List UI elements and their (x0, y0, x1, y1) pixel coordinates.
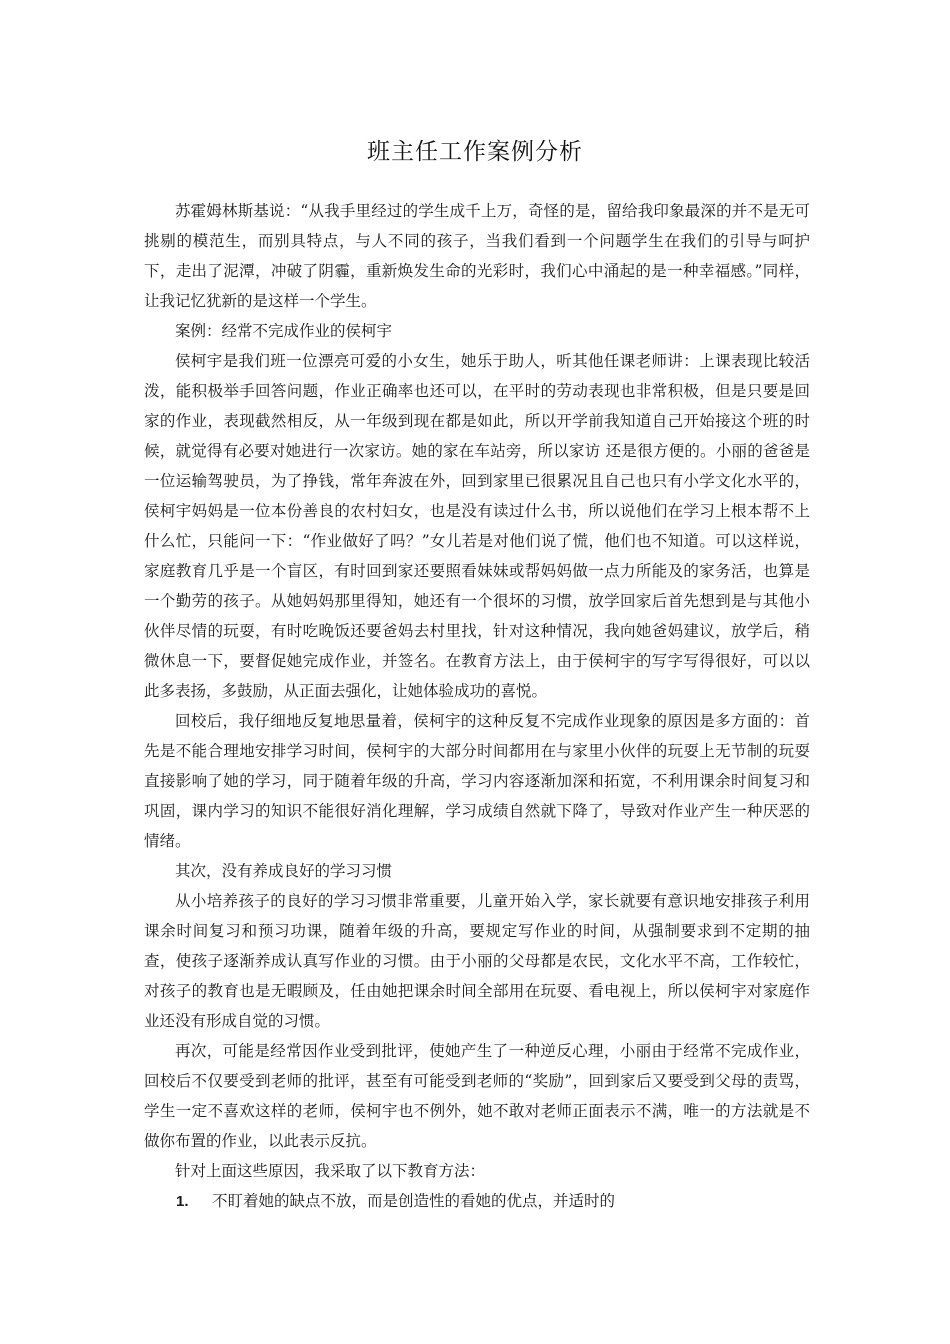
subheading-habits: 其次，没有养成良好的学习习惯 (175, 862, 393, 880)
list-item-text: 不盯着她的缺点不放，而是创造性的看她的优点，并适时的 (212, 1192, 616, 1210)
paragraph-quote: 苏霍姆林斯基说：“从我手里经过的学生成千上万，奇怪的是，留给我印象最深的并不是无可挑剔的模范生，而别具特点，与人不同的孩子，当我们看到一个问题学生在我们的引导与呵护下，走出了泥潭，冲破了阴霾，重新焕发生命的光彩时，我们心中涌起的是一种幸福感。”同样，让我记忆犹新的是这样一个学生。 (144, 202, 810, 310)
document-body (144, 196, 810, 1217)
list-item (144, 1186, 810, 1217)
document-title: 班主任工作案例分析 (367, 139, 583, 165)
paragraph-habits: 从小培养孩子的良好的学习习惯非常重要，儿童开始入学，家长就要有意识地安排孩子利用课余时间复习和预习功课，随着年级的升高，要规定写作业的时间，从强制要求到不定期的抽查，使孩子逐渐养成认真写作业的习惯。由于小丽的父母都是农民，文化水平不高，工作较忙，对孩子的教育也是无暇顾及，任由她把课余时间全部用在玩耍、看电视上，所以侯柯宇对家庭作业还没有形成自觉的习惯。 (144, 892, 810, 1030)
list-item-number: 1. (176, 1193, 189, 1210)
paragraph-reason-third: 再次，可能是经常因作业受到批评，使她产生了一种逆反心理，小丽由于经常不完成作业，回校后不仅要受到老师的批评，甚至有可能受到老师的“奖励”，回到家后又要受到父母的责骂，学生一定不喜欢这样的老师，侯柯宇也不例外，她不敢对老师正面表示不满，唯一的方法就是不做你布置的作业，以此表示反抗。 (144, 1042, 810, 1150)
paragraph-case-description: 侯柯宇是我们班一位漂亮可爱的小女生，她乐于助人，听其他任课老师讲：上课表现比较活泼，能积极举手回答问题，作业正确率也还可以，在平时的劳动表现也非常积极，但是只要是回家的作业，表现截然相反，从一年级到现在都是如此，所以开学前我知道自己开始接这个班的时候，就觉得有必要对她进行一次家访。她的家在车站旁，所以家访 还是很方便的。小丽的爸爸是一位运输驾驶员，为了挣钱，常年奔波在外，回到家里已很累况且自己也只有小学文化水平的，侯柯宇妈妈是一位本份善良的农村妇女，也是没有读过什么书，所以说他们在学习上根本帮不上什么忙，只能问一下：“作业做好了吗？”女儿若是对他们说了慌，他们也不知道。可以这样说，家庭教育几乎是一个盲区，有时回到家还要照看妹妹或帮妈妈做一点力所能及的家务活，也算是一个勤劳的孩子。从她妈妈那里得知，她还有一个很坏的习惯，放学回家后首先想到是与其他小伙伴尽情的玩耍，有时吃晚饭还要爸妈去村里找，针对这种情况，我向她爸妈建议，放学后，稍微休息一下，要督促她完成作业，并签名。在教育方法上，由于侯柯宇的写字写得很好，可以以此多表扬，多鼓励，从正面去强化，让她体验成功的喜悦。 (144, 352, 810, 700)
case-heading: 案例：经常不完成作业的侯柯宇 (175, 322, 393, 340)
paragraph-reason-first: 回校后，我仔细地反复地思量着，侯柯宇的这种反复不完成作业现象的原因是多方面的：首先是不能合理地安排学习时间，侯柯宇的大部分时间都用在与家里小伙伴的玩耍上无节制的玩耍直接影响了她的学习，同于随着年级的升高，学习内容逐渐加深和拓宽，不利用课余时间复习和巩固，课内学习的知识不能很好消化理解，学习成绩自然就下降了，导致对作业产生一种厌恶的情绪。 (144, 712, 810, 850)
paragraph-methods-intro: 针对上面这些原因，我采取了以下教育方法： (175, 1162, 486, 1180)
